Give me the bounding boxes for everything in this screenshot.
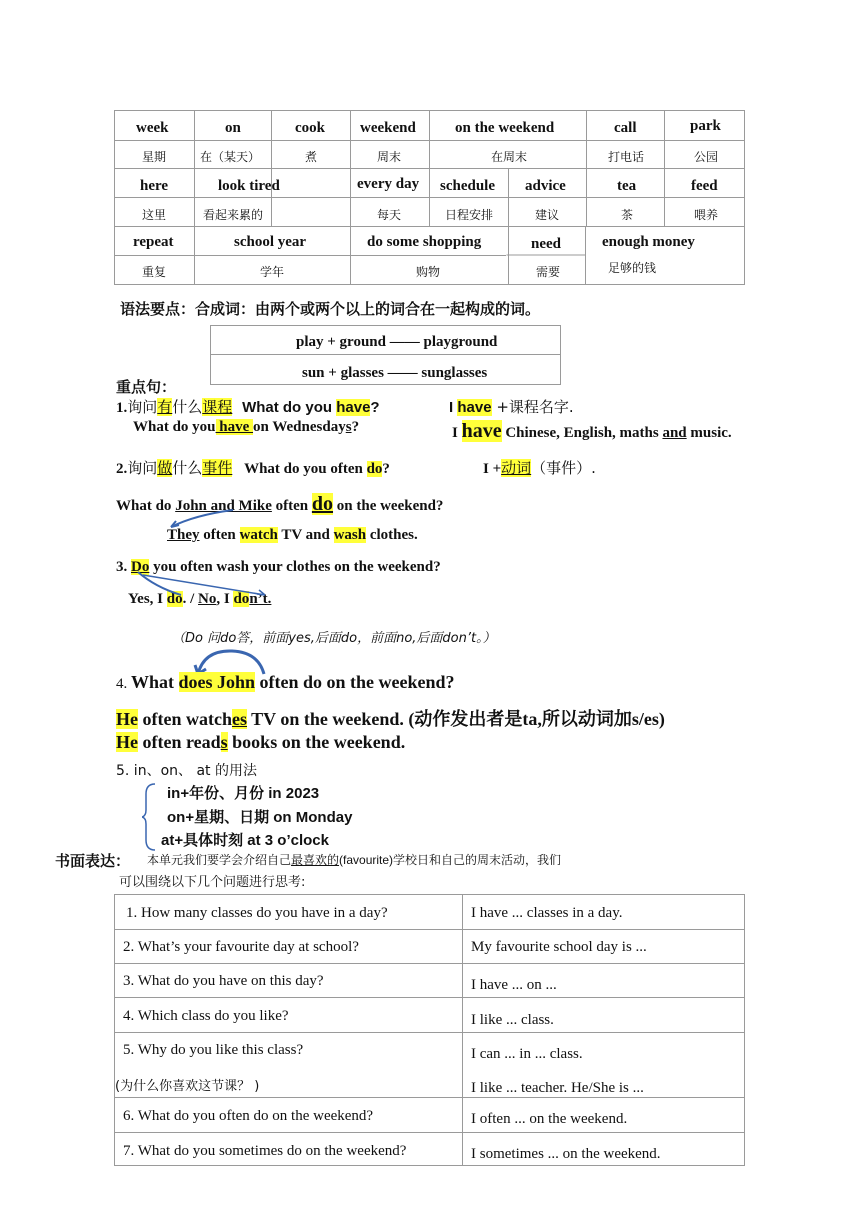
vocab-meaning: 茶 bbox=[621, 208, 634, 222]
intro-text: 本单元我们要学会介绍自己 bbox=[147, 853, 292, 867]
qa-answer: I have ... classes in a day. bbox=[471, 905, 623, 921]
qa-question: 6. What do you often do on the weekend? bbox=[123, 1108, 374, 1124]
question-text: What do you often bbox=[244, 461, 367, 477]
keyword: es bbox=[231, 709, 247, 729]
cn-keyword: 事件 bbox=[202, 459, 233, 477]
example-text: Chinese, English, maths bbox=[501, 425, 663, 441]
keyword: do bbox=[311, 493, 334, 515]
vocab-word: do some shopping bbox=[367, 234, 482, 250]
sentence-5-row: in+年份、月份 in 2023 bbox=[167, 785, 320, 802]
vocab-grid bbox=[114, 110, 745, 285]
keyword: have bbox=[336, 399, 371, 416]
vocab-word: week bbox=[136, 120, 169, 136]
sentence-5-row: at+具体时刻 at 3 o’clock bbox=[161, 832, 329, 849]
vocab-meaning: 足够的钱 bbox=[608, 261, 657, 275]
qa-answer: I often ... on the weekend. bbox=[471, 1111, 628, 1127]
item-number: 4. bbox=[116, 676, 131, 692]
keyword: s bbox=[220, 732, 228, 752]
question-text: What do you bbox=[242, 399, 337, 416]
key-sentences-label: 重点句： bbox=[116, 378, 177, 396]
example-text: What do you bbox=[133, 419, 216, 435]
keyword: have bbox=[215, 419, 254, 435]
keyword: do bbox=[166, 591, 183, 607]
question-text: often do on the weekend? bbox=[255, 672, 455, 692]
answer-text: （事件）. bbox=[531, 459, 596, 477]
sentence-1-line bbox=[116, 396, 380, 417]
keyword: have bbox=[457, 399, 492, 416]
vocab-word: advice bbox=[525, 178, 566, 194]
vocab-meaning: 重复 bbox=[142, 265, 167, 279]
vocab-meaning: 购物 bbox=[416, 265, 441, 279]
vocab-word: school year bbox=[234, 234, 307, 250]
vocab-meaning: 在周末 bbox=[491, 150, 528, 164]
vocab-meaning: 建议 bbox=[535, 208, 560, 222]
qa-grid-lines bbox=[114, 894, 745, 1166]
vocab-word: enough money bbox=[602, 234, 695, 250]
vocab-meaning: 需要 bbox=[536, 265, 561, 279]
keyword: have bbox=[461, 420, 502, 442]
qa-question: 5. Why do you like this class? bbox=[123, 1042, 304, 1058]
vocab-word: look tired bbox=[218, 178, 280, 194]
vocab-meaning: 每天 bbox=[377, 208, 402, 222]
cn-keyword: 有 bbox=[157, 398, 173, 416]
sentence-2-answer bbox=[483, 457, 596, 478]
vocab-word: every day bbox=[357, 176, 420, 192]
keyword: John and Mike bbox=[175, 498, 272, 514]
item-number: 3. bbox=[116, 559, 131, 575]
vocab-meaning: 打电话 bbox=[608, 150, 645, 164]
sentence-4-answer-2 bbox=[116, 732, 405, 753]
example-text: I bbox=[452, 425, 462, 441]
sentence-4-answer-1 bbox=[116, 705, 665, 731]
cn-text: 什么 bbox=[172, 459, 203, 477]
vocab-word: on bbox=[225, 120, 241, 136]
example-text: often bbox=[199, 527, 240, 543]
example-text: What do bbox=[116, 498, 176, 514]
vocab-word: schedule bbox=[440, 178, 496, 194]
qa-question: 4. Which class do you like? bbox=[123, 1008, 289, 1024]
question-text: ? bbox=[370, 399, 380, 416]
vocab-word: need bbox=[531, 236, 561, 252]
vocab-meaning: 学年 bbox=[260, 265, 285, 279]
keyword: does John bbox=[178, 672, 256, 692]
compound-example: play + ground —— playground bbox=[296, 334, 498, 350]
vocab-meaning: 看起来累的 bbox=[203, 208, 264, 222]
qa-question: 2. What’s your favourite day at school? bbox=[123, 939, 359, 955]
vocab-word: park bbox=[690, 118, 721, 134]
writing-label: 书面表达： bbox=[55, 852, 131, 870]
intro-keyword: 最喜欢的 bbox=[291, 853, 340, 867]
example-text: music. bbox=[686, 425, 732, 441]
arrow-icon bbox=[165, 507, 255, 537]
answer-text: I bbox=[449, 399, 458, 416]
answer-text: n’t. bbox=[249, 591, 272, 607]
example-text: on Wednesday bbox=[253, 419, 346, 435]
cn-keyword: 动词 bbox=[501, 459, 532, 477]
answer-text: . / bbox=[182, 591, 199, 607]
vocab-meaning: 喂养 bbox=[694, 208, 719, 222]
qa-table bbox=[114, 894, 745, 1166]
keyword: They bbox=[167, 527, 200, 543]
writing-intro bbox=[147, 851, 561, 868]
sentence-2-line bbox=[116, 457, 390, 478]
answer-text: , I bbox=[216, 591, 234, 607]
qa-answer: I have ... on ... bbox=[471, 977, 557, 993]
question-text: What bbox=[131, 672, 179, 692]
item-number: 2. bbox=[116, 461, 128, 477]
answer-text: TV on the weekend. (动作发出者是ta,所以动词加s/es) bbox=[246, 709, 665, 729]
cn-keyword: 做 bbox=[157, 459, 173, 477]
vocab-word: cook bbox=[295, 120, 325, 136]
intro-text: (favourite)学校日和自己的周末活动，我们 bbox=[339, 853, 562, 867]
keyword: do bbox=[233, 591, 250, 607]
writing-intro-2: 可以围绕以下几个问题进行思考: bbox=[119, 875, 306, 890]
vocab-meaning: 日程安排 bbox=[445, 208, 494, 222]
grammar-text: 合成词：由两个或两个以上的词合在一起构成的词。 bbox=[195, 300, 541, 318]
example-text: TV and bbox=[277, 527, 334, 543]
cn-text: 什么 bbox=[172, 398, 203, 416]
vocab-grid-lines bbox=[114, 110, 745, 285]
qa-answer: I like ... teacher. He/She is ... bbox=[471, 1080, 644, 1096]
vocab-word: tea bbox=[617, 178, 637, 194]
answer-text: often watch bbox=[138, 709, 232, 729]
qa-question: 1. How many classes do you have in a day? bbox=[126, 905, 388, 921]
keyword: and bbox=[662, 425, 687, 441]
keyword: Do bbox=[131, 559, 150, 575]
keyword: He bbox=[116, 709, 138, 729]
vocab-word: weekend bbox=[360, 120, 416, 136]
question-text: you often wash your clothes on the weekend? bbox=[149, 559, 441, 575]
vocab-meaning: 星期 bbox=[142, 150, 167, 164]
keyword: No bbox=[198, 591, 217, 607]
example-text: often bbox=[271, 498, 312, 514]
vocab-meaning: 周末 bbox=[377, 150, 402, 164]
example-text: on the weekend? bbox=[333, 498, 444, 514]
sentence-5-title: 5. in、on、 at 的用法 bbox=[116, 763, 257, 779]
keyword: watch bbox=[239, 527, 278, 543]
qa-question: 3. What do you have on this day? bbox=[123, 973, 324, 989]
keyword: s bbox=[345, 419, 352, 435]
vocab-word: feed bbox=[691, 178, 718, 194]
qa-answer: I sometimes ... on the weekend. bbox=[471, 1146, 661, 1162]
example-text: clothes. bbox=[366, 527, 418, 543]
vocab-meaning: 公园 bbox=[694, 150, 719, 164]
keyword: He bbox=[116, 732, 138, 752]
sentence-5-row: on+星期、日期 on Monday bbox=[167, 809, 353, 826]
vocab-meaning: 在（某天） bbox=[200, 150, 261, 164]
sentence-3-note: （Do 问do答，前面yes,后面do，前面no,后面don’t。） bbox=[172, 631, 496, 646]
answer-text: I + bbox=[483, 461, 502, 477]
grammar-label-text: 语法要点： bbox=[120, 300, 196, 318]
qa-answer: My favourite school day is ... bbox=[471, 939, 647, 955]
vocab-word: on the weekend bbox=[455, 120, 555, 136]
question-text: ? bbox=[382, 461, 390, 477]
answer-text: often read bbox=[138, 732, 221, 752]
keyword: do bbox=[366, 461, 383, 477]
answer-text: books on the weekend. bbox=[227, 732, 406, 752]
item-number: 1. bbox=[116, 400, 128, 416]
sentence-1-example-answer bbox=[452, 420, 732, 443]
sentence-4-line bbox=[116, 672, 455, 693]
vocab-meaning: 煮 bbox=[305, 150, 318, 164]
grammar-label bbox=[120, 298, 540, 319]
compound-example: sun + glasses —— sunglasses bbox=[302, 365, 488, 381]
vocab-meaning: 这里 bbox=[142, 208, 167, 222]
arrow-icon bbox=[135, 569, 275, 599]
cn-keyword: 课程 bbox=[202, 398, 233, 416]
qa-question: 7. What do you sometimes do on the weekend? bbox=[123, 1143, 407, 1159]
sentence-1-example bbox=[133, 419, 359, 436]
vocab-word: here bbox=[140, 178, 169, 194]
cn-text: 询问 bbox=[127, 398, 158, 416]
vocab-word: call bbox=[614, 120, 637, 136]
qa-question-note: (为什么你喜欢这节课？ ) bbox=[115, 1079, 260, 1094]
cn-text: 询问 bbox=[127, 459, 158, 477]
compound-box bbox=[210, 325, 561, 385]
sentence-1-answer bbox=[449, 396, 574, 417]
answer-text: +课程名字. bbox=[491, 398, 574, 416]
answer-text: Yes, I bbox=[128, 591, 167, 607]
keyword: wash bbox=[333, 527, 367, 543]
bracket-icon bbox=[142, 782, 158, 852]
qa-answer: I can ... in ... class. bbox=[471, 1046, 583, 1062]
vocab-word: repeat bbox=[133, 234, 174, 250]
qa-answer: I like ... class. bbox=[471, 1012, 554, 1028]
example-text: ? bbox=[351, 419, 360, 435]
